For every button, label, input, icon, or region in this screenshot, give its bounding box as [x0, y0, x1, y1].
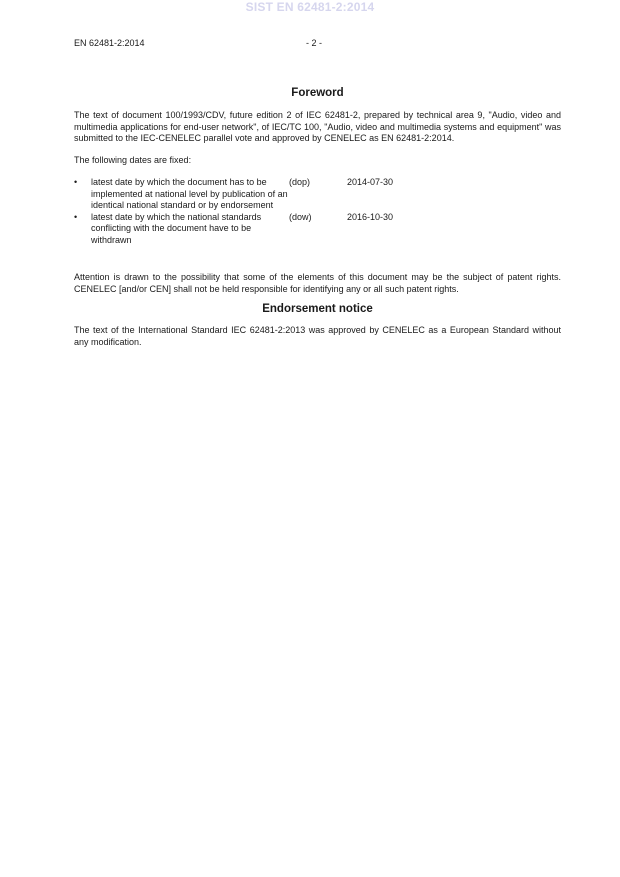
header-page-number: - 2 - [306, 38, 323, 48]
foreword-paragraph: The text of document 100/1993/CDV, future edition 2 of IEC 62481-2, prepared by technical area 9, "Audio, video and multimedia applications for end-user network", of IEC/TC 100, "Audio, video and multimedia systems and equipment" was submitted to the IEC-CENELEC parallel vote and approved by CENELEC as EN 62481-2:2014. [74, 110, 561, 143]
date-abbreviation: (dop) [289, 177, 311, 187]
dates-intro: The following dates are fixed: [74, 154, 192, 165]
watermark: SIST EN 62481-2:2014 [245, 0, 375, 14]
bullet-icon: • [74, 211, 78, 222]
date-description: latest date by which the document has to be implemented at national level by publication of an identical national standard or by endorsement [91, 177, 288, 210]
page-content [74, 86, 561, 348]
date-value: 2014-07-30 [347, 177, 394, 187]
bullet-icon: • [74, 177, 78, 187]
date-item-dow [74, 212, 561, 247]
patent-notice: Attention is drawn to the possibility that some of the elements of this document may be the subject of patent rights. CENELEC [and/or CEN] shall not be held responsible for identifying any or all such patent rights. [74, 272, 561, 294]
date-abbreviation: (dow) [289, 211, 312, 222]
header-doc-id: EN 62481-2:2014 [74, 38, 145, 48]
date-value: 2016-10-30 [347, 211, 394, 222]
foreword-title: Foreword [291, 87, 344, 99]
dates-list [74, 177, 561, 246]
endorsement-title: Endorsement notice [262, 303, 373, 315]
date-description: latest date by which the national standards conflicting with the document have to be withdrawn [91, 211, 262, 245]
endorsement-text: The text of the International Standard IEC 62481-2:2013 was approved by CENELEC as a European Standard without any modification. [74, 325, 561, 347]
date-item-dop [74, 177, 561, 212]
